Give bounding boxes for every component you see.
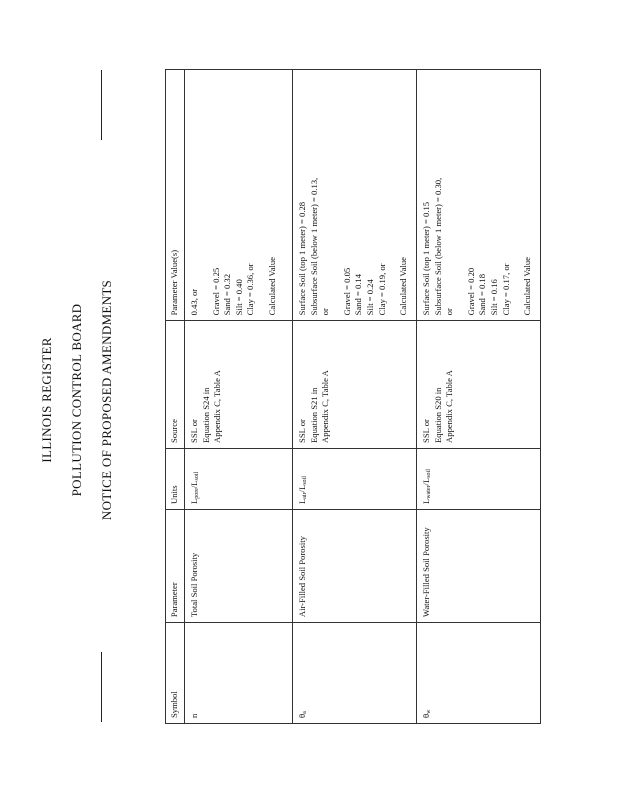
units-cell: Lair/Lsoil bbox=[292, 448, 416, 509]
parameter-cell: Air-Filled Soil Porosity bbox=[292, 510, 416, 623]
values-cell: 0.43, or Gravel = 0.25 Sand = 0.32 Silt = 0.40 Clay = 0.36, or Calculated Value bbox=[184, 70, 292, 321]
values-cell: Surface Soil (top 1 meter) = 0.28 Subsurface Soil (below 1 meter) = 0.13, or Gravel = 0.05 Sand = 0.14 Silt = 0.24 Clay = 0.19, or Calculated Value bbox=[292, 70, 416, 321]
parameter-table bbox=[165, 69, 541, 724]
col-header-values: Parameter Value(s) bbox=[165, 70, 184, 321]
symbol-cell: θa bbox=[292, 623, 416, 724]
col-header-parameter: Parameter bbox=[165, 510, 184, 623]
source-cell: SSL or Equation S21 in Appendix C, Table A bbox=[292, 321, 416, 449]
units-cell: Lpore/Lsoil bbox=[184, 448, 292, 509]
margin-rule bbox=[101, 70, 102, 140]
source-cell: SSL or Equation S24 in Appendix C, Table A bbox=[184, 321, 292, 449]
table-row bbox=[416, 70, 540, 724]
table-header-row bbox=[165, 70, 184, 724]
symbol-cell: n bbox=[184, 623, 292, 724]
table-row bbox=[292, 70, 416, 724]
parameter-cell: Water-Filled Soil Porosity bbox=[416, 510, 540, 623]
notice-title: NOTICE OF PROPOSED AMENDMENTS bbox=[98, 279, 114, 521]
parameter-cell: Total Soil Porosity bbox=[184, 510, 292, 623]
board-title: POLLUTION CONTROL BOARD bbox=[68, 303, 84, 497]
values-cell: Surface Soil (top 1 meter) = 0.15 Subsurface Soil (below 1 meter) = 0.30, or Gravel = 0.20 Sand = 0.18 Silt = 0.16 Clay = 0.17, or Calculated Value bbox=[416, 70, 540, 321]
units-cell: Lwater/Lsoil bbox=[416, 448, 540, 509]
col-header-units: Units bbox=[165, 448, 184, 509]
table-row bbox=[184, 70, 292, 724]
symbol-cell: θw bbox=[416, 623, 540, 724]
col-header-symbol: Symbol bbox=[165, 623, 184, 724]
source-cell: SSL or Equation S20 in Appendix C, Table A bbox=[416, 321, 540, 449]
register-title: ILLINOIS REGISTER bbox=[38, 337, 54, 463]
rotated-page bbox=[25, 70, 595, 730]
margin-rule bbox=[101, 652, 102, 722]
col-header-source: Source bbox=[165, 321, 184, 449]
